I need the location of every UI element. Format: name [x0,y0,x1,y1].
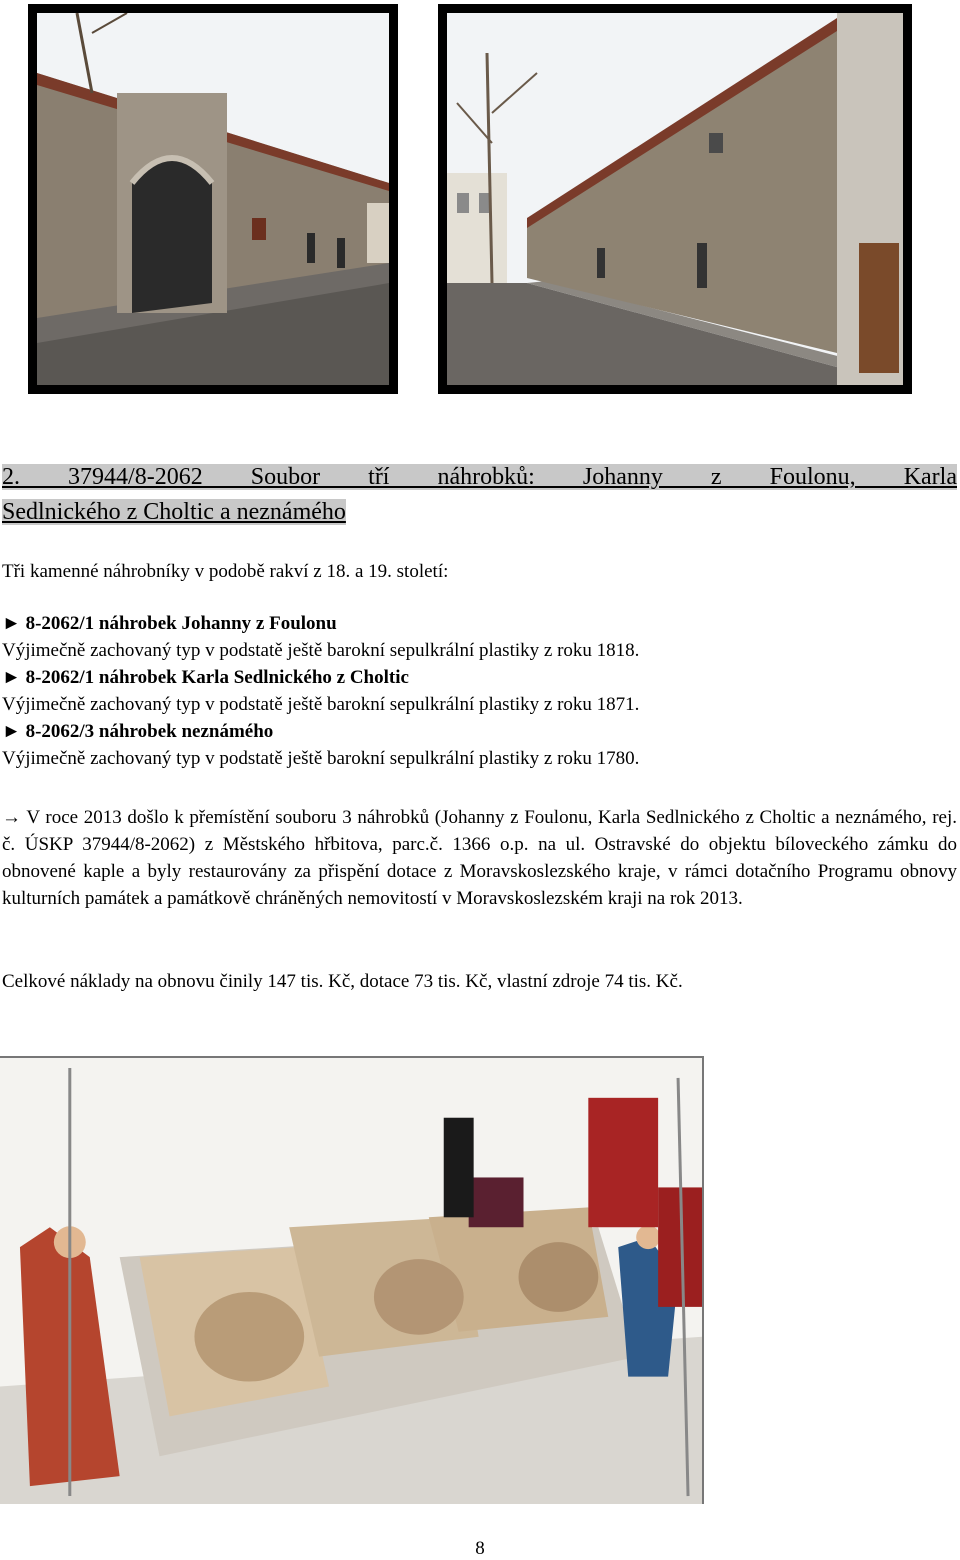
item-title: 8-2062/1 náhrobek Johanny z Foulonu [25,613,337,634]
list-item [2,664,957,691]
relocation-paragraph: → V roce 2013 došlo k přemístění souboru 3 náhrobků (Johanny z Foulonu, Karla Sedlnického z Choltic a neznámého, rej. č. ÚSKP 37944/8-2062) z Městského hřbitova, parc.č. 1366 o.p. na ul. Ostravské do objektu bíloveckého zámku do obnovené kaple a byly restaurovány za přispění dotace z Moravskoslezského kraje, v rámci dotačního Programu obnovy kulturních památek a památkově chráněných nemovitostí v Moravskoslezském kraji na rok 2013. [2,807,957,909]
tombstones-chapel-photo-icon [0,1058,702,1504]
page-number: 8 [475,1538,485,1559]
item-description: Výjimečně zachovaný typ v podstatě ještě barokní sepulkrální plastiky z roku 1871. [2,694,640,715]
list-item [2,610,957,637]
intro-paragraph: Tři kamenné náhrobníky v podobě rakví z 18. a 19. století: [2,561,449,582]
photo-stone-wall [438,4,912,394]
list-item [2,718,957,745]
item-marker: ► [2,613,21,634]
street-gate-photo-icon [37,13,389,385]
item-description: Výjimečně zachovaný typ v podstatě ještě barokní sepulkrální plastiky z roku 1818. [2,640,640,661]
photo-tombstones [0,1056,704,1504]
heading-line-2: Sedlnického z Choltic a neznámého [2,499,346,525]
section-heading [2,460,957,530]
item-description: Výjimečně zachovaný typ v podstatě ještě barokní sepulkrální plastiky z roku 1780. [2,748,640,769]
tombstone-list [2,610,957,772]
costs-paragraph: Celkové náklady na obnovu činily 147 tis. Kč, dotace 73 tis. Kč, vlastní zdroje 74 tis. Kč. [2,971,683,992]
item-marker: ► [2,667,21,688]
item-marker: ► [2,721,21,742]
photo-street-gate [28,4,398,394]
stone-wall-street-photo-icon [447,13,903,385]
item-title: 8-2062/3 náhrobek neznámého [25,721,274,742]
item-title: 8-2062/1 náhrobek Karla Sedlnického z Choltic [25,667,409,688]
heading-line-1: 2. 37944/8-2062 Soubor tří náhrobků: Johanny z Foulonu, Karla [2,464,957,490]
